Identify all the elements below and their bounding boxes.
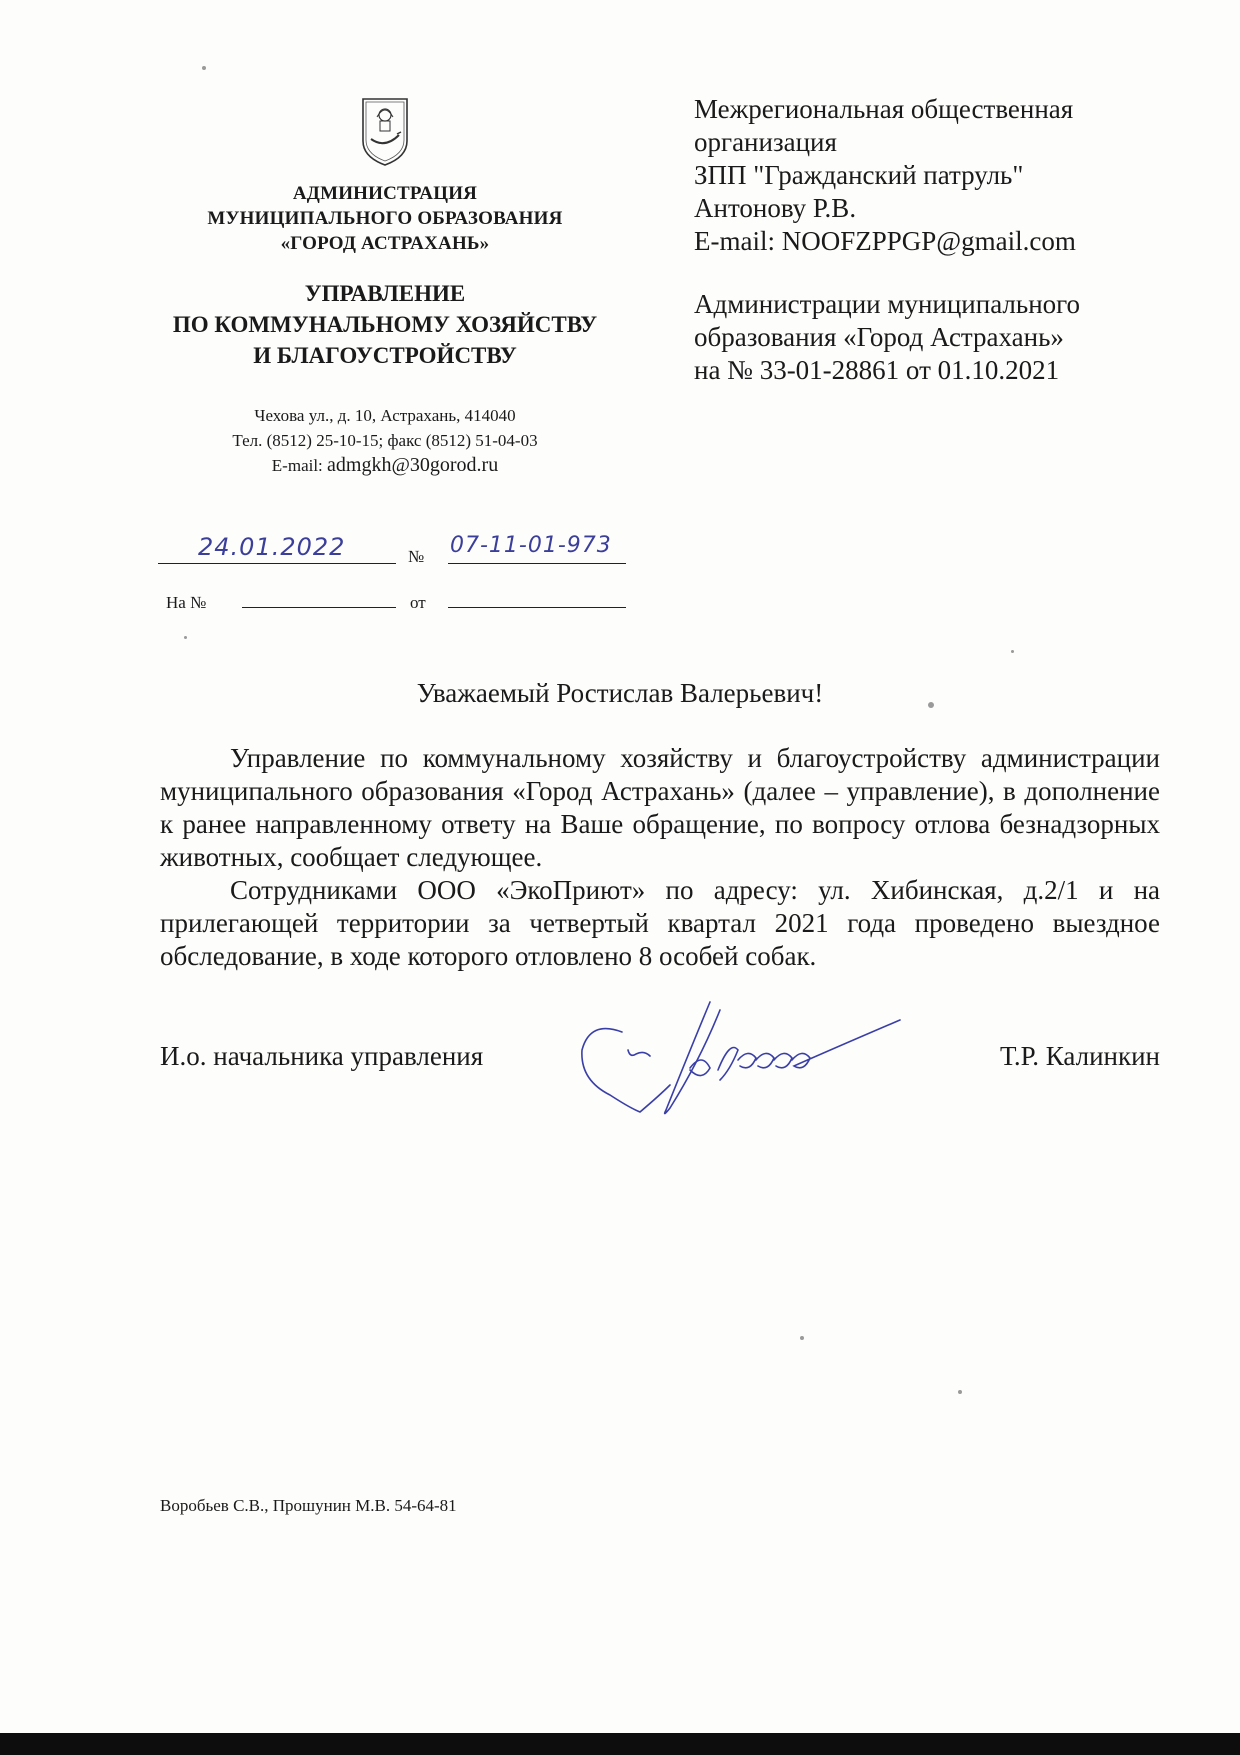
addressee-block bbox=[694, 93, 1164, 387]
addressee-line: Межрегиональная общественная bbox=[694, 94, 1074, 124]
spacer bbox=[694, 258, 1164, 288]
addressee-line: Антонову Р.В. bbox=[694, 193, 857, 223]
dept-line: ПО КОММУНАЛЬНОМУ ХОЗЯЙСТВУ bbox=[172, 312, 598, 337]
from-label: от bbox=[410, 593, 426, 612]
email-label: E-mail: bbox=[271, 456, 328, 475]
dept-line: И БЛАГОУСТРОЙСТВУ bbox=[253, 343, 517, 368]
paragraph: Управление по коммунальному хозяйству и благоустройству администрации муниципального образования «Город Астрахань» (далее – управление), в дополнение к ранее направленному ответу на Ваше обращение, по вопросу отлова безнадзорных животных, сообщает следующее. bbox=[160, 743, 1160, 872]
department-name bbox=[150, 278, 620, 371]
addressee-email: E-mail: NOOFZPPGP@gmail.com bbox=[694, 226, 1076, 256]
phones: Тел. (8512) 25-10-15; факс (8512) 51-04-03 bbox=[232, 431, 538, 450]
org-line: АДМИНИСТРАЦИЯ bbox=[292, 183, 478, 204]
number-sign: № bbox=[408, 547, 425, 566]
letter-body bbox=[160, 742, 1160, 973]
reference-line: на № 33-01-28861 от 01.10.2021 bbox=[694, 355, 1060, 385]
scan-speck bbox=[1011, 650, 1014, 653]
ref-line bbox=[242, 579, 396, 608]
date-handwritten: 24.01.2022 bbox=[198, 533, 346, 561]
registration-block bbox=[158, 535, 628, 625]
scan-speck bbox=[202, 66, 206, 70]
astrakhan-coat-of-arms-icon bbox=[359, 95, 411, 167]
email-line bbox=[150, 453, 620, 478]
signer-role: И.о. начальника управления bbox=[160, 1041, 484, 1071]
scan-speck bbox=[928, 702, 934, 708]
scan-border bbox=[0, 1733, 1240, 1755]
scan-speck bbox=[958, 1390, 962, 1394]
executor-info: Воробьев С.В., Прошунин М.В. 54-64-81 bbox=[160, 1496, 457, 1515]
org-line: «ГОРОД АСТРАХАНЬ» bbox=[280, 233, 490, 254]
handwritten-signature bbox=[570, 990, 910, 1125]
reference-line: Администрации муниципального bbox=[694, 289, 1081, 319]
reference-line: образования «Город Астрахань» bbox=[694, 322, 1064, 352]
salutation: Уважаемый Ростислав Валерьевич! bbox=[416, 678, 824, 708]
contacts bbox=[150, 403, 620, 478]
scan-speck bbox=[800, 1336, 804, 1340]
paragraph: Сотрудниками ООО «ЭкоПриют» по адресу: ул. Хибинская, д.2/1 и на прилегающей территории за четвертый квартал 2021 года проведено выездное обследование, в ходе которого отловлено 8 особей собак. bbox=[160, 875, 1160, 971]
addressee-line: ЗПП "Гражданский патруль" bbox=[694, 160, 1024, 190]
dept-line: УПРАВЛЕНИЕ bbox=[304, 281, 466, 306]
email-link[interactable]: admgkh@30gorod.ru bbox=[327, 454, 499, 476]
scan-speck bbox=[184, 636, 187, 639]
addressee-line: организация bbox=[694, 127, 837, 157]
signer-name: Т.Р. Калинкин bbox=[1000, 1041, 1160, 1071]
org-name bbox=[150, 181, 620, 256]
letterhead bbox=[150, 95, 620, 478]
ref-label: На № bbox=[166, 593, 207, 612]
from-line bbox=[448, 579, 626, 608]
number-handwritten: 07-11-01-973 bbox=[450, 533, 612, 558]
org-line: МУНИЦИПАЛЬНОГО ОБРАЗОВАНИЯ bbox=[207, 208, 563, 229]
address: Чехова ул., д. 10, Астрахань, 414040 bbox=[254, 406, 516, 425]
